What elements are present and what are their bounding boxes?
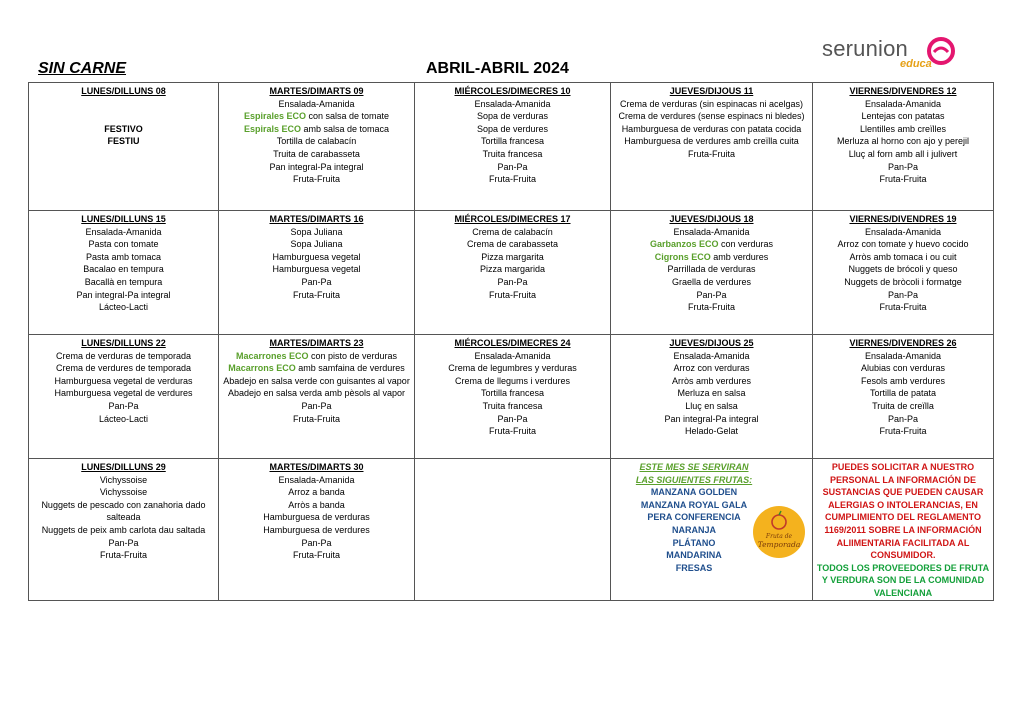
menu-item: Tortilla de calabacín <box>276 136 357 147</box>
menu-item: Merluza al horno con ajo y perejil <box>836 136 970 147</box>
menu-item: Nuggets de peix amb carlota dau saltada <box>41 524 206 535</box>
eco-label: Garbanzos ECO <box>649 239 719 250</box>
day-header: VIERNES/DIVENDRES 19 <box>849 214 957 224</box>
menu-item: Ensalada-Amanida <box>673 226 750 237</box>
eco-label: Cigrons ECO <box>654 251 711 262</box>
menu-item: Sopa Juliana <box>290 239 343 250</box>
menu-item: Arroz con tomate y huevo cocido <box>837 239 969 250</box>
day-header: MARTES/DIMARTS 09 <box>269 86 364 96</box>
logo-swirl-icon <box>926 36 956 66</box>
menu-item: Hamburguesa de verduras <box>263 512 370 523</box>
menu-item <box>614 251 809 264</box>
menu-item: Truita francesa <box>482 400 543 411</box>
day-cell <box>611 83 813 211</box>
menu-item: Ensalada-Amanida <box>278 98 355 109</box>
menu-item <box>222 350 411 363</box>
menu-item: Fruta-Fruita <box>488 174 536 185</box>
week-row <box>29 211 994 335</box>
menu-item: Tortilla de patata <box>869 388 937 399</box>
menu-item: Pan-Pa <box>887 289 919 300</box>
holiday-label: FESTIVO <box>104 123 143 134</box>
day-cell <box>29 83 219 211</box>
menu-item: Helado-Gelat <box>684 426 739 437</box>
menu-item: Crema de verdures (sense espinacs ni bledes) <box>618 111 805 122</box>
menu-item <box>222 362 411 375</box>
eco-label: Espirals ECO <box>243 123 301 134</box>
menu-item: Arròs amb verdures <box>671 375 752 386</box>
menu-item-text: amb salsa de tomaca <box>300 123 390 134</box>
menu-item-text: amb samfaina de verdures <box>295 363 405 374</box>
menu-item: Tortilla francesa <box>480 388 545 399</box>
menu-item: Bacallà en tempura <box>84 276 163 287</box>
fruit-item: NARANJA <box>671 524 716 535</box>
menu-item: Arròs a banda <box>288 499 345 510</box>
menu-item: Pan-Pa <box>301 400 332 411</box>
day-header: MIÉRCOLES/DIMECRES 24 <box>454 338 571 348</box>
menu-item: Fruta-Fruita <box>488 426 536 437</box>
menu-item: Lluç en salsa <box>685 400 738 411</box>
menu-item: Pan-Pa <box>108 537 139 548</box>
day-cell <box>219 335 415 459</box>
menu-item: Fruta-Fruita <box>488 289 536 300</box>
day-cell <box>611 335 813 459</box>
fruit-item: FRESAS <box>675 562 713 573</box>
menu-item-text: con verduras <box>718 239 774 250</box>
day-cell <box>611 211 813 335</box>
menu-item: Sopa Juliana <box>290 226 343 237</box>
day-cell <box>219 83 415 211</box>
seasonal-fruit-badge-icon <box>752 505 806 559</box>
menu-item: Fruta-Fruita <box>879 174 927 185</box>
eco-label: Macarrones ECO <box>235 350 309 361</box>
day-header: MARTES/DIMARTS 30 <box>269 462 364 472</box>
menu-item: Arroz con verduras <box>673 363 750 374</box>
day-header: MIÉRCOLES/DIMECRES 10 <box>454 86 571 96</box>
menu-item: Pan-Pa <box>301 276 332 287</box>
menu-item: Fruta-Fruita <box>687 148 735 159</box>
week-row <box>29 459 994 601</box>
menu-item: Pasta amb tomaca <box>85 251 162 262</box>
holiday-label: FESTIU <box>107 136 140 147</box>
day-header: MARTES/DIMARTS 16 <box>269 214 364 224</box>
menu-item: Ensalada-Amanida <box>673 350 750 361</box>
fruit-item: MANDARINA <box>666 550 722 561</box>
menu-item: Merluza en salsa <box>677 388 746 399</box>
menu-item: Fruta-Fruita <box>879 426 927 437</box>
day-header: LUNES/DILLUNS 22 <box>81 338 166 348</box>
menu-item: Nuggets de pescado con zanahoria dado salteada <box>41 499 206 523</box>
allergen-notice-cell <box>813 459 994 601</box>
menu-item: Fruta-Fruita <box>292 550 340 561</box>
menu-item: Pasta con tomate <box>88 239 159 250</box>
eco-label: Espirales ECO <box>243 111 306 122</box>
menu-item: Pizza margarida <box>479 264 546 275</box>
fruit-item: MANZANA GOLDEN <box>650 487 738 498</box>
menu-item: Ensalada-Amanida <box>864 226 942 237</box>
menu-item: Crema de llegums i verdures <box>454 375 571 386</box>
day-cell <box>813 83 994 211</box>
menu-item: Pizza margarita <box>481 251 544 262</box>
menu-item: Crema de calabacín <box>472 226 553 237</box>
day-cell <box>29 335 219 459</box>
menu-item: Sopa de verdures <box>476 123 549 134</box>
menu-item: Sopa de verduras <box>476 111 549 122</box>
day-header: LUNES/DILLUNS 29 <box>81 462 166 472</box>
menu-item: Alubias con verduras <box>860 363 946 374</box>
day-header: LUNES/DILLUNS 15 <box>81 214 166 224</box>
menu-item: Ensalada-Amanida <box>85 226 162 237</box>
menu-item: Pan-Pa <box>696 289 727 300</box>
menu-item: Crema de verdures de temporada <box>55 363 192 374</box>
day-header: JUEVES/DIJOUS 18 <box>669 214 754 224</box>
menu-item: Llentilles amb creïlles <box>859 123 947 134</box>
day-cell <box>813 211 994 335</box>
day-cell <box>415 335 611 459</box>
menu-item: Hamburguesa de verduras con patata cocida <box>621 123 802 134</box>
menu-item <box>222 110 411 123</box>
menu-item: Crema de carabasseta <box>466 239 559 250</box>
menu-item: Pan-Pa <box>497 276 528 287</box>
menu-item: Hamburguesa de verdures <box>263 524 370 535</box>
allergen-notice: PUEDES SOLICITAR A NUESTRO PERSONAL LA INFORMACIÓN DE SUSTANCIAS QUE PUEDEN CAUSAR ALERGIAS O INTOLERANCIAS, EN CUMPLIMIENTO DEL REGLAMENTO 1169/2011 SOBRE LA INFORMACIÓN ALIIMENTARIA FACILITADA AL CONSUMIDOR. <box>822 462 984 561</box>
menu-item-text: con salsa de tomate <box>305 111 390 122</box>
menu-item: Fruta-Fruita <box>292 289 340 300</box>
menu-item: Hamburguesa vegetal <box>272 251 361 262</box>
day-header: MARTES/DIMARTS 23 <box>269 338 364 348</box>
menu-item: Pan integral-Pa integral <box>76 289 171 300</box>
menu-item: Ensalada-Amanida <box>474 350 551 361</box>
day-cell <box>29 459 219 601</box>
fruits-heading: ESTE MES SE SERVIRAN LAS SIGUIENTES FRUTAS: <box>635 462 753 485</box>
day-header: LUNES/DILLUNS 08 <box>81 86 166 96</box>
menu-item: Lácteo-Lacti <box>98 302 149 313</box>
menu-item: Nuggets de bròcoli i formatge <box>844 276 962 287</box>
menu-item: Truita de creïlla <box>872 400 934 411</box>
menu-item: Ensalada-Amanida <box>864 350 942 361</box>
menu-item: Fruta-Fruita <box>99 550 147 561</box>
day-cell <box>29 211 219 335</box>
menu-item: Abadejo en salsa verde con guisantes al vapor <box>223 375 410 386</box>
day-header: VIERNES/DIVENDRES 12 <box>849 86 957 96</box>
fruit-item: PERA CONFERENCIA <box>647 512 741 523</box>
serunion-logo <box>822 36 962 76</box>
menu-item: Pan-Pa <box>887 413 919 424</box>
menu-item: Truita de carabasseta <box>273 148 360 159</box>
menu-item: Crema de verduras (sin espinacas ni acelgas) <box>619 98 804 109</box>
menu-item: Ensalada-Amanida <box>864 98 942 109</box>
menu-item: Crema de legumbres y verduras <box>448 363 577 374</box>
weekly-menu-table <box>28 82 994 601</box>
menu-item: Pan-Pa <box>301 537 332 548</box>
menu-item: Vichyssoise <box>99 474 148 485</box>
day-cell <box>219 459 415 601</box>
week-row <box>29 335 994 459</box>
menu-item: Tortilla francesa <box>480 136 545 147</box>
menu-item: Fruta-Fruita <box>687 302 735 313</box>
seasonal-fruits-cell <box>611 459 813 601</box>
menu-item: Fruta-Fruita <box>292 413 340 424</box>
menu-item: Pan-Pa <box>497 161 528 172</box>
menu-item: Arròs amb tomaca i ou cuit <box>849 251 957 262</box>
menu-item: Lentejas con patatas <box>861 111 945 122</box>
day-header: JUEVES/DIJOUS 11 <box>669 86 754 96</box>
menu-item: Pan integral-Pa integral <box>269 161 364 172</box>
day-cell <box>415 211 611 335</box>
menu-item: Fruta-Fruita <box>292 174 340 185</box>
menu-item: Lácteo-Lacti <box>98 413 149 424</box>
menu-item <box>614 238 809 251</box>
svg-text:Temporada: Temporada <box>757 540 801 549</box>
menu-item: Ensalada-Amanida <box>278 474 355 485</box>
menu-item: Hamburguesa vegetal de verduras <box>54 375 193 386</box>
menu-item: Graella de verdures <box>671 276 752 287</box>
menu-item: Hamburguesa de verdures amb creïlla cuita <box>624 136 799 147</box>
menu-item: Pan integral-Pa integral <box>664 413 759 424</box>
menu-item: Pan-Pa <box>887 161 919 172</box>
menu-item: Pan-Pa <box>497 413 528 424</box>
day-header: MIÉRCOLES/DIMECRES 17 <box>454 214 571 224</box>
day-cell <box>415 83 611 211</box>
empty-cell <box>415 459 611 601</box>
menu-item: Lluç al forn amb all i julivert <box>848 148 958 159</box>
menu-item-text: con pisto de verduras <box>308 350 398 361</box>
menu-item: Nuggets de brócoli y queso <box>848 264 958 275</box>
svg-text:Fruta de: Fruta de <box>765 533 793 540</box>
week-row <box>29 83 994 211</box>
menu-item: Abadejo en salsa verda amb pèsols al vapor <box>227 388 406 399</box>
menu-item: Arroz a banda <box>288 487 345 498</box>
menu-item: Parrillada de verduras <box>667 264 756 275</box>
day-cell <box>219 211 415 335</box>
eco-label: Macarrons ECO <box>228 363 296 374</box>
menu-item: Vichyssoise <box>99 487 148 498</box>
menu-item: Ensalada-Amanida <box>474 98 551 109</box>
fruit-item: PLÁTANO <box>672 537 716 548</box>
menu-item: Bacalao en tempura <box>83 264 164 275</box>
menu-item-text: amb verdures <box>710 251 769 262</box>
menu-item: Fruta-Fruita <box>879 302 927 313</box>
day-header: JUEVES/DIJOUS 25 <box>669 338 754 348</box>
menu-type-title: SIN CARNE <box>38 60 127 77</box>
menu-item <box>222 123 411 136</box>
menu-item: Fesols amb verdures <box>860 375 946 386</box>
logo-sub: educa <box>900 58 932 70</box>
day-cell <box>813 335 994 459</box>
fruit-item: MANZANA ROYAL GALA <box>640 499 748 510</box>
menu-item: Pan-Pa <box>108 400 139 411</box>
period-title: ABRIL-ABRIL 2024 <box>426 60 569 77</box>
logo-word: serunion <box>822 36 908 61</box>
day-header: VIERNES/DIVENDRES 26 <box>849 338 957 348</box>
menu-item: Truita francesa <box>482 148 543 159</box>
menu-item: Crema de verduras de temporada <box>55 350 192 361</box>
menu-item: Hamburguesa vegetal <box>272 264 361 275</box>
menu-item: Hamburguesa vegetal de verdures <box>54 388 193 399</box>
local-supplier-notice: TODOS LOS PROVEEDORES DE FRUTA Y VERDURA SON DE LA COMUNIDAD VALENCIANA <box>816 562 990 598</box>
